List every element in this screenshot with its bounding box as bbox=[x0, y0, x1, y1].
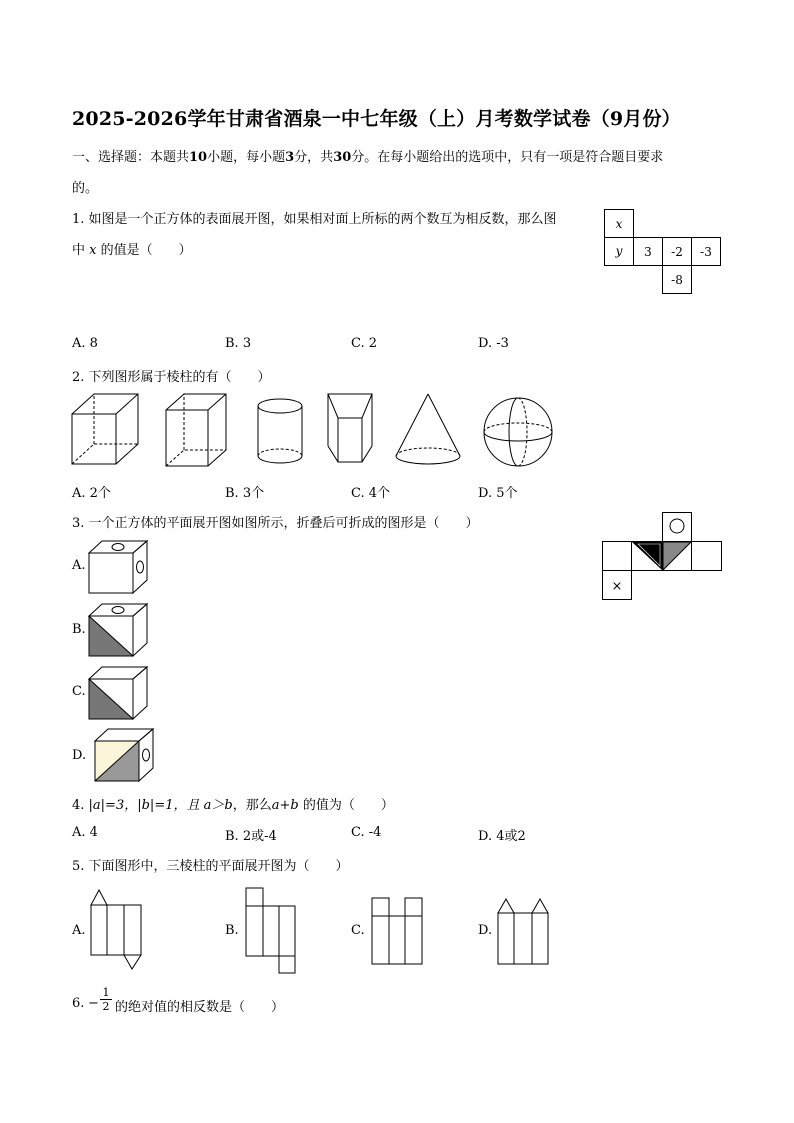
q6-fraction bbox=[100, 986, 112, 1013]
q4-option-d[interactable]: D. 4或2 bbox=[478, 829, 526, 844]
q5-option-c-net[interactable] bbox=[370, 896, 426, 968]
q5-option-a[interactable]: A. bbox=[72, 923, 86, 938]
q1-stem-line2: 中 x 的值是（ ） bbox=[72, 243, 192, 258]
q3-option-a[interactable]: A. bbox=[72, 558, 86, 573]
q2-option-d[interactable]: D. 5个 bbox=[478, 486, 518, 501]
q6-denominator: 2 bbox=[100, 999, 112, 1013]
net-label-x: x bbox=[615, 217, 623, 231]
q2-stem: 2. 下列图形属于棱柱的有（ ） bbox=[72, 370, 271, 385]
q2-option-a[interactable]: A. 2个 bbox=[72, 486, 111, 501]
cylinder-shape bbox=[258, 399, 302, 463]
q6-stem: 的绝对值的相反数是（ ） bbox=[115, 1000, 285, 1015]
page-title: 2025-2026学年甘肃省酒泉一中七年级（上）月考数学试卷（9月份） bbox=[72, 108, 681, 130]
section-header-cont: 的。 bbox=[72, 181, 99, 196]
q3-option-d-cube[interactable] bbox=[92, 728, 156, 784]
q2-option-c[interactable]: C. 4个 bbox=[351, 486, 391, 501]
q5-option-b[interactable]: B. bbox=[225, 923, 239, 938]
q4-option-a[interactable]: A. 4 bbox=[72, 825, 98, 840]
section-header: 一、选择题：本题共10小题，每小题3分，共30分。在每小题给出的选项中，只有一项是符合题目要求 bbox=[72, 150, 664, 165]
cube-shape bbox=[72, 394, 138, 464]
q5-stem: 5. 下面图形中，三棱柱的平面展开图为（ ） bbox=[72, 859, 349, 874]
q3-option-b[interactable]: B. bbox=[72, 622, 86, 637]
q3-option-c[interactable]: C. bbox=[72, 684, 86, 699]
cross-mark: × bbox=[611, 579, 623, 594]
q4-option-b[interactable]: B. 2或-4 bbox=[225, 829, 277, 844]
q5-option-a-net[interactable] bbox=[88, 888, 144, 972]
net-label-d: -8 bbox=[671, 273, 683, 287]
q1-option-b[interactable]: B. 3 bbox=[225, 336, 252, 351]
q4-option-c[interactable]: C. -4 bbox=[351, 825, 382, 840]
q5-option-c[interactable]: C. bbox=[351, 923, 365, 938]
q6-minus: − bbox=[88, 996, 99, 1011]
q3-option-d[interactable]: D. bbox=[72, 748, 87, 763]
q5-option-d[interactable]: D. bbox=[478, 923, 493, 938]
sphere-shape bbox=[484, 398, 552, 466]
q1-option-c[interactable]: C. 2 bbox=[351, 336, 378, 351]
q5-option-d-net[interactable] bbox=[496, 896, 552, 968]
q1-option-a[interactable]: A. 8 bbox=[72, 336, 98, 351]
q1-option-d[interactable]: D. -3 bbox=[478, 336, 509, 351]
q1-cube-net bbox=[604, 209, 724, 299]
q4-stem: 4. |a|=3，|b|=1，且 a＞b，那么a+b 的值为（ ） bbox=[72, 798, 394, 813]
net-label-b: -2 bbox=[671, 245, 683, 259]
q3-option-c-cube[interactable] bbox=[88, 666, 152, 722]
q2-option-b[interactable]: B. 3个 bbox=[225, 486, 265, 501]
q3-stem: 3. 一个正方体的平面展开图如图所示，折叠后可折成的图形是（ ） bbox=[72, 516, 479, 531]
q3-cube-net bbox=[602, 512, 724, 602]
cuboid-shape bbox=[166, 394, 226, 466]
q3-option-b-cube[interactable] bbox=[88, 603, 152, 659]
net-label-y: y bbox=[615, 244, 623, 258]
net-label-a: 3 bbox=[644, 245, 652, 259]
q1-stem-line1: 1. 如图是一个正方体的表面展开图，如果相对面上所标的两个数互为相反数，那么图 bbox=[72, 212, 557, 227]
prism-frustum-shape bbox=[328, 394, 372, 462]
cone-shape bbox=[396, 394, 460, 464]
q6-num: 6. bbox=[72, 996, 85, 1011]
q2-solids-figure bbox=[70, 392, 560, 472]
net-label-c: -3 bbox=[700, 245, 712, 259]
q5-option-b-net[interactable] bbox=[244, 886, 300, 976]
q6-numerator: 1 bbox=[102, 986, 110, 999]
q3-option-a-cube[interactable] bbox=[88, 540, 152, 596]
